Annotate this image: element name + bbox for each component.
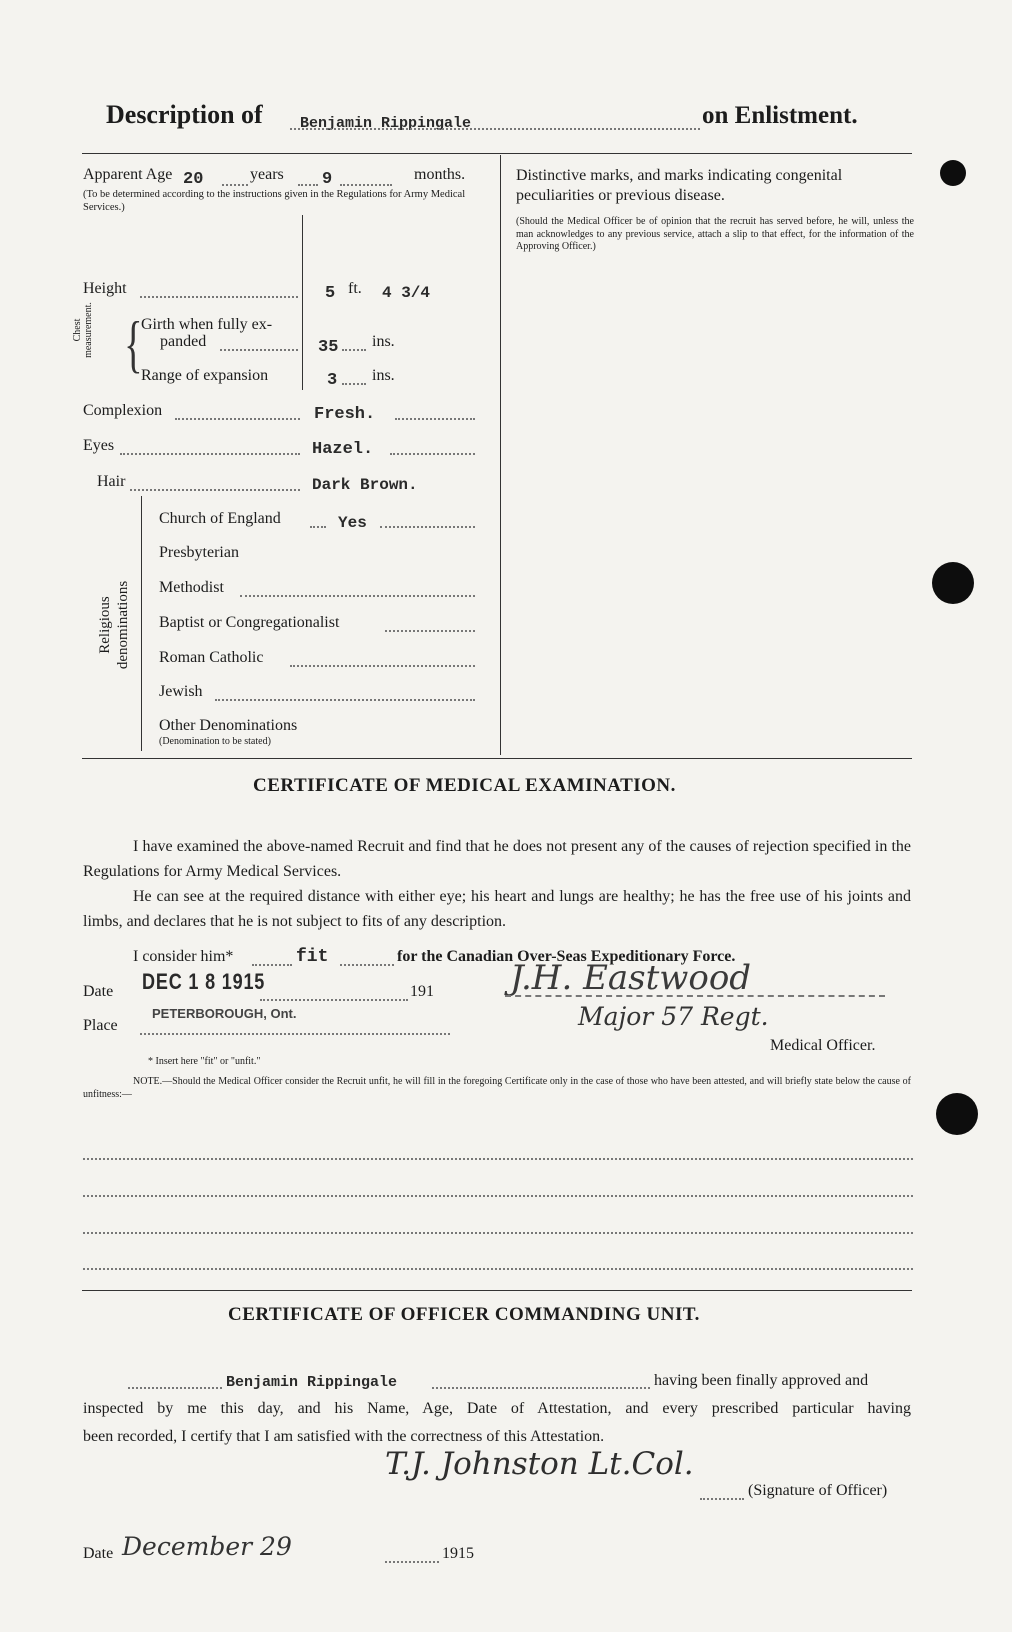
- chest-brace: {: [124, 308, 143, 379]
- denomination-presbyterian: Presbyterian: [159, 544, 239, 561]
- range-value: 3: [327, 371, 338, 390]
- unfitness-line-2: [83, 1195, 913, 1197]
- medical-date-stamp: DEC 1 8 1915: [142, 969, 266, 994]
- commanding-date-value: December 29: [122, 1532, 292, 1561]
- medical-date-dots: [260, 999, 408, 1001]
- header-recruit-name: Benjamin Rippingale: [300, 115, 472, 132]
- header-prefix: Description of: [106, 100, 263, 129]
- medical-year-label: 191: [410, 983, 434, 1000]
- denomination-methodist: Methodist: [159, 579, 224, 596]
- complexion-dots-2: [395, 418, 475, 420]
- commanding-sig-dots: [700, 1498, 744, 1500]
- age-label: Apparent Age: [83, 166, 173, 183]
- commanding-recruit-name: Benjamin Rippingale: [226, 1374, 398, 1391]
- commanding-certificate-title: CERTIFICATE OF OFFICER COMMANDING UNIT.: [228, 1304, 700, 1325]
- commanding-top-rule: [82, 1290, 912, 1291]
- denomination-baptist: Baptist or Congregationalist: [159, 614, 340, 631]
- girth-label-1: Girth when fully ex-: [141, 316, 273, 333]
- medical-paragraph-2: He can see at the required distance with either eye; his heart and lungs are healthy; he has the free use of his joints and limbs, and declares that he is not subject to fits of any description.: [83, 888, 911, 930]
- girth-dots: [220, 349, 298, 351]
- hair-value: Dark Brown.: [312, 476, 418, 494]
- punch-hole-middle: [932, 562, 974, 604]
- eyes-dots: [120, 453, 300, 455]
- eyes-dots-2: [390, 453, 475, 455]
- denomination-roman-catholic: Roman Catholic: [159, 649, 264, 666]
- distinctive-marks-title: Distinctive marks, and marks indicating congenital peculiarities or previous disease.: [516, 167, 843, 204]
- age-months-dots: [340, 184, 392, 186]
- other-denomination-note: (Denomination to be stated): [159, 736, 271, 747]
- consider-dots-2: [340, 964, 394, 966]
- medical-officer-label: Medical Officer.: [770, 1037, 876, 1054]
- medical-top-rule: [82, 758, 912, 759]
- commanding-date-dots: [385, 1561, 439, 1563]
- height-feet: 5: [325, 284, 336, 303]
- denomination-jewish: Jewish: [159, 683, 203, 700]
- top-rule: [82, 153, 912, 154]
- girth-ins-label: ins.: [372, 333, 395, 350]
- chest-measurement-label: Chest measurement.: [72, 302, 94, 358]
- months-label: months.: [414, 166, 466, 183]
- hair-label: Hair: [97, 473, 126, 490]
- unfitness-line-3: [83, 1232, 913, 1234]
- height-inches: 4 3/4: [382, 284, 431, 302]
- complexion-value: Fresh.: [314, 405, 376, 424]
- methodist-dots: [240, 595, 475, 597]
- punch-hole-top: [940, 160, 966, 186]
- consider-dots-1: [252, 964, 292, 966]
- age-years-dots: [222, 184, 248, 186]
- height-label: Height: [83, 280, 127, 297]
- complexion-dots: [175, 418, 300, 420]
- place-label: Place: [83, 1017, 118, 1034]
- height-dots: [140, 296, 298, 298]
- age-note: (To be determined according to the instructions given in the Regulations for Army Medical Services.): [83, 189, 466, 213]
- medical-officer-rank: Major 57 Regt.: [578, 1002, 769, 1031]
- column-divider: [500, 155, 501, 755]
- years-label: years: [250, 166, 284, 183]
- denomination-church-of-england-value: Yes: [338, 514, 367, 532]
- coe-dots: [310, 526, 326, 528]
- commanding-name-dots-post: [432, 1387, 650, 1389]
- medical-sig-dots: [505, 995, 885, 997]
- girth-value: 35: [318, 338, 339, 357]
- religious-denominations-label: Religious denominations: [97, 580, 131, 670]
- coe-dots-2: [380, 526, 475, 528]
- distinctive-marks-note: (Should the Medical Officer be of opinion that the recruit has served before, he will, unless the man acknowledges to any previous service, attach a slip to that effect, for the information of the Approving Officer.): [516, 216, 914, 252]
- denomination-other: Other Denominations: [159, 717, 298, 734]
- consider-value: fit: [296, 947, 329, 967]
- place-stamp: PETERBOROUGH, Ont.: [152, 1006, 297, 1021]
- medical-officer-signature: J.H. Eastwood: [510, 958, 752, 998]
- age-years: 20: [183, 170, 204, 189]
- signature-of-officer-label: (Signature of Officer): [748, 1482, 888, 1499]
- unfitness-line-1: [83, 1158, 913, 1160]
- commanding-text-2: inspected by me this day, and his Name, Age, Date of Attestation, and every prescribed particular having: [83, 1400, 911, 1417]
- commanding-officer-signature: T.J. Johnston Lt.Col.: [385, 1446, 694, 1482]
- eyes-label: Eyes: [83, 437, 115, 454]
- header-name-dots: [290, 128, 700, 130]
- medical-paragraph-1: I have examined the above-named Recruit and find that he does not present any of the causes of rejection specified in the Regulations for Army Medical Services.: [83, 838, 911, 880]
- commanding-year-label: 1915: [442, 1545, 474, 1562]
- girth-dots-2: [342, 349, 366, 351]
- header-suffix: on Enlistment.: [702, 102, 858, 129]
- roman-catholic-dots: [290, 665, 475, 667]
- hair-dots: [130, 489, 300, 491]
- age-months: 9: [322, 170, 333, 189]
- place-dots: [140, 1033, 450, 1035]
- eyes-value: Hazel.: [312, 440, 374, 459]
- girth-label-2: panded: [160, 333, 207, 350]
- jewish-dots: [215, 699, 475, 701]
- medical-note: NOTE.—Should the Medical Officer consider the Recruit unfit, he will fill in the foregoing Certificate only in the case of those who have been attested, and will briefly state below the cause of unfitness:—: [83, 1076, 911, 1100]
- consider-suffix: for the Canadian Over-Seas Expeditionary Force.: [397, 948, 736, 965]
- denomination-church-of-england: Church of England: [159, 510, 281, 527]
- baptist-dots: [385, 630, 475, 632]
- medical-certificate-title: CERTIFICATE OF MEDICAL EXAMINATION.: [253, 775, 676, 796]
- consider-prefix: I consider him*: [133, 948, 234, 965]
- medical-date-label: Date: [83, 983, 114, 1000]
- range-ins-label: ins.: [372, 367, 395, 384]
- range-dots: [342, 383, 366, 385]
- unfitness-line-4: [83, 1268, 913, 1270]
- complexion-label: Complexion: [83, 402, 163, 419]
- fit-unfit-footnote: * Insert here "fit" or "unfit.": [148, 1056, 261, 1067]
- religion-bracket: [141, 496, 142, 751]
- feet-label: ft.: [348, 280, 362, 297]
- measure-divider: [302, 215, 303, 390]
- range-label: Range of expansion: [141, 367, 269, 384]
- punch-hole-bottom: [936, 1093, 978, 1135]
- commanding-name-dots-pre: [128, 1387, 222, 1389]
- commanding-text-3: been recorded, I certify that I am satisfied with the correctness of this Attestation.: [83, 1428, 605, 1445]
- commanding-date-label: Date: [83, 1545, 114, 1562]
- commanding-text-1: having been finally approved and: [654, 1372, 869, 1389]
- age-months-dots-pre: [298, 184, 318, 186]
